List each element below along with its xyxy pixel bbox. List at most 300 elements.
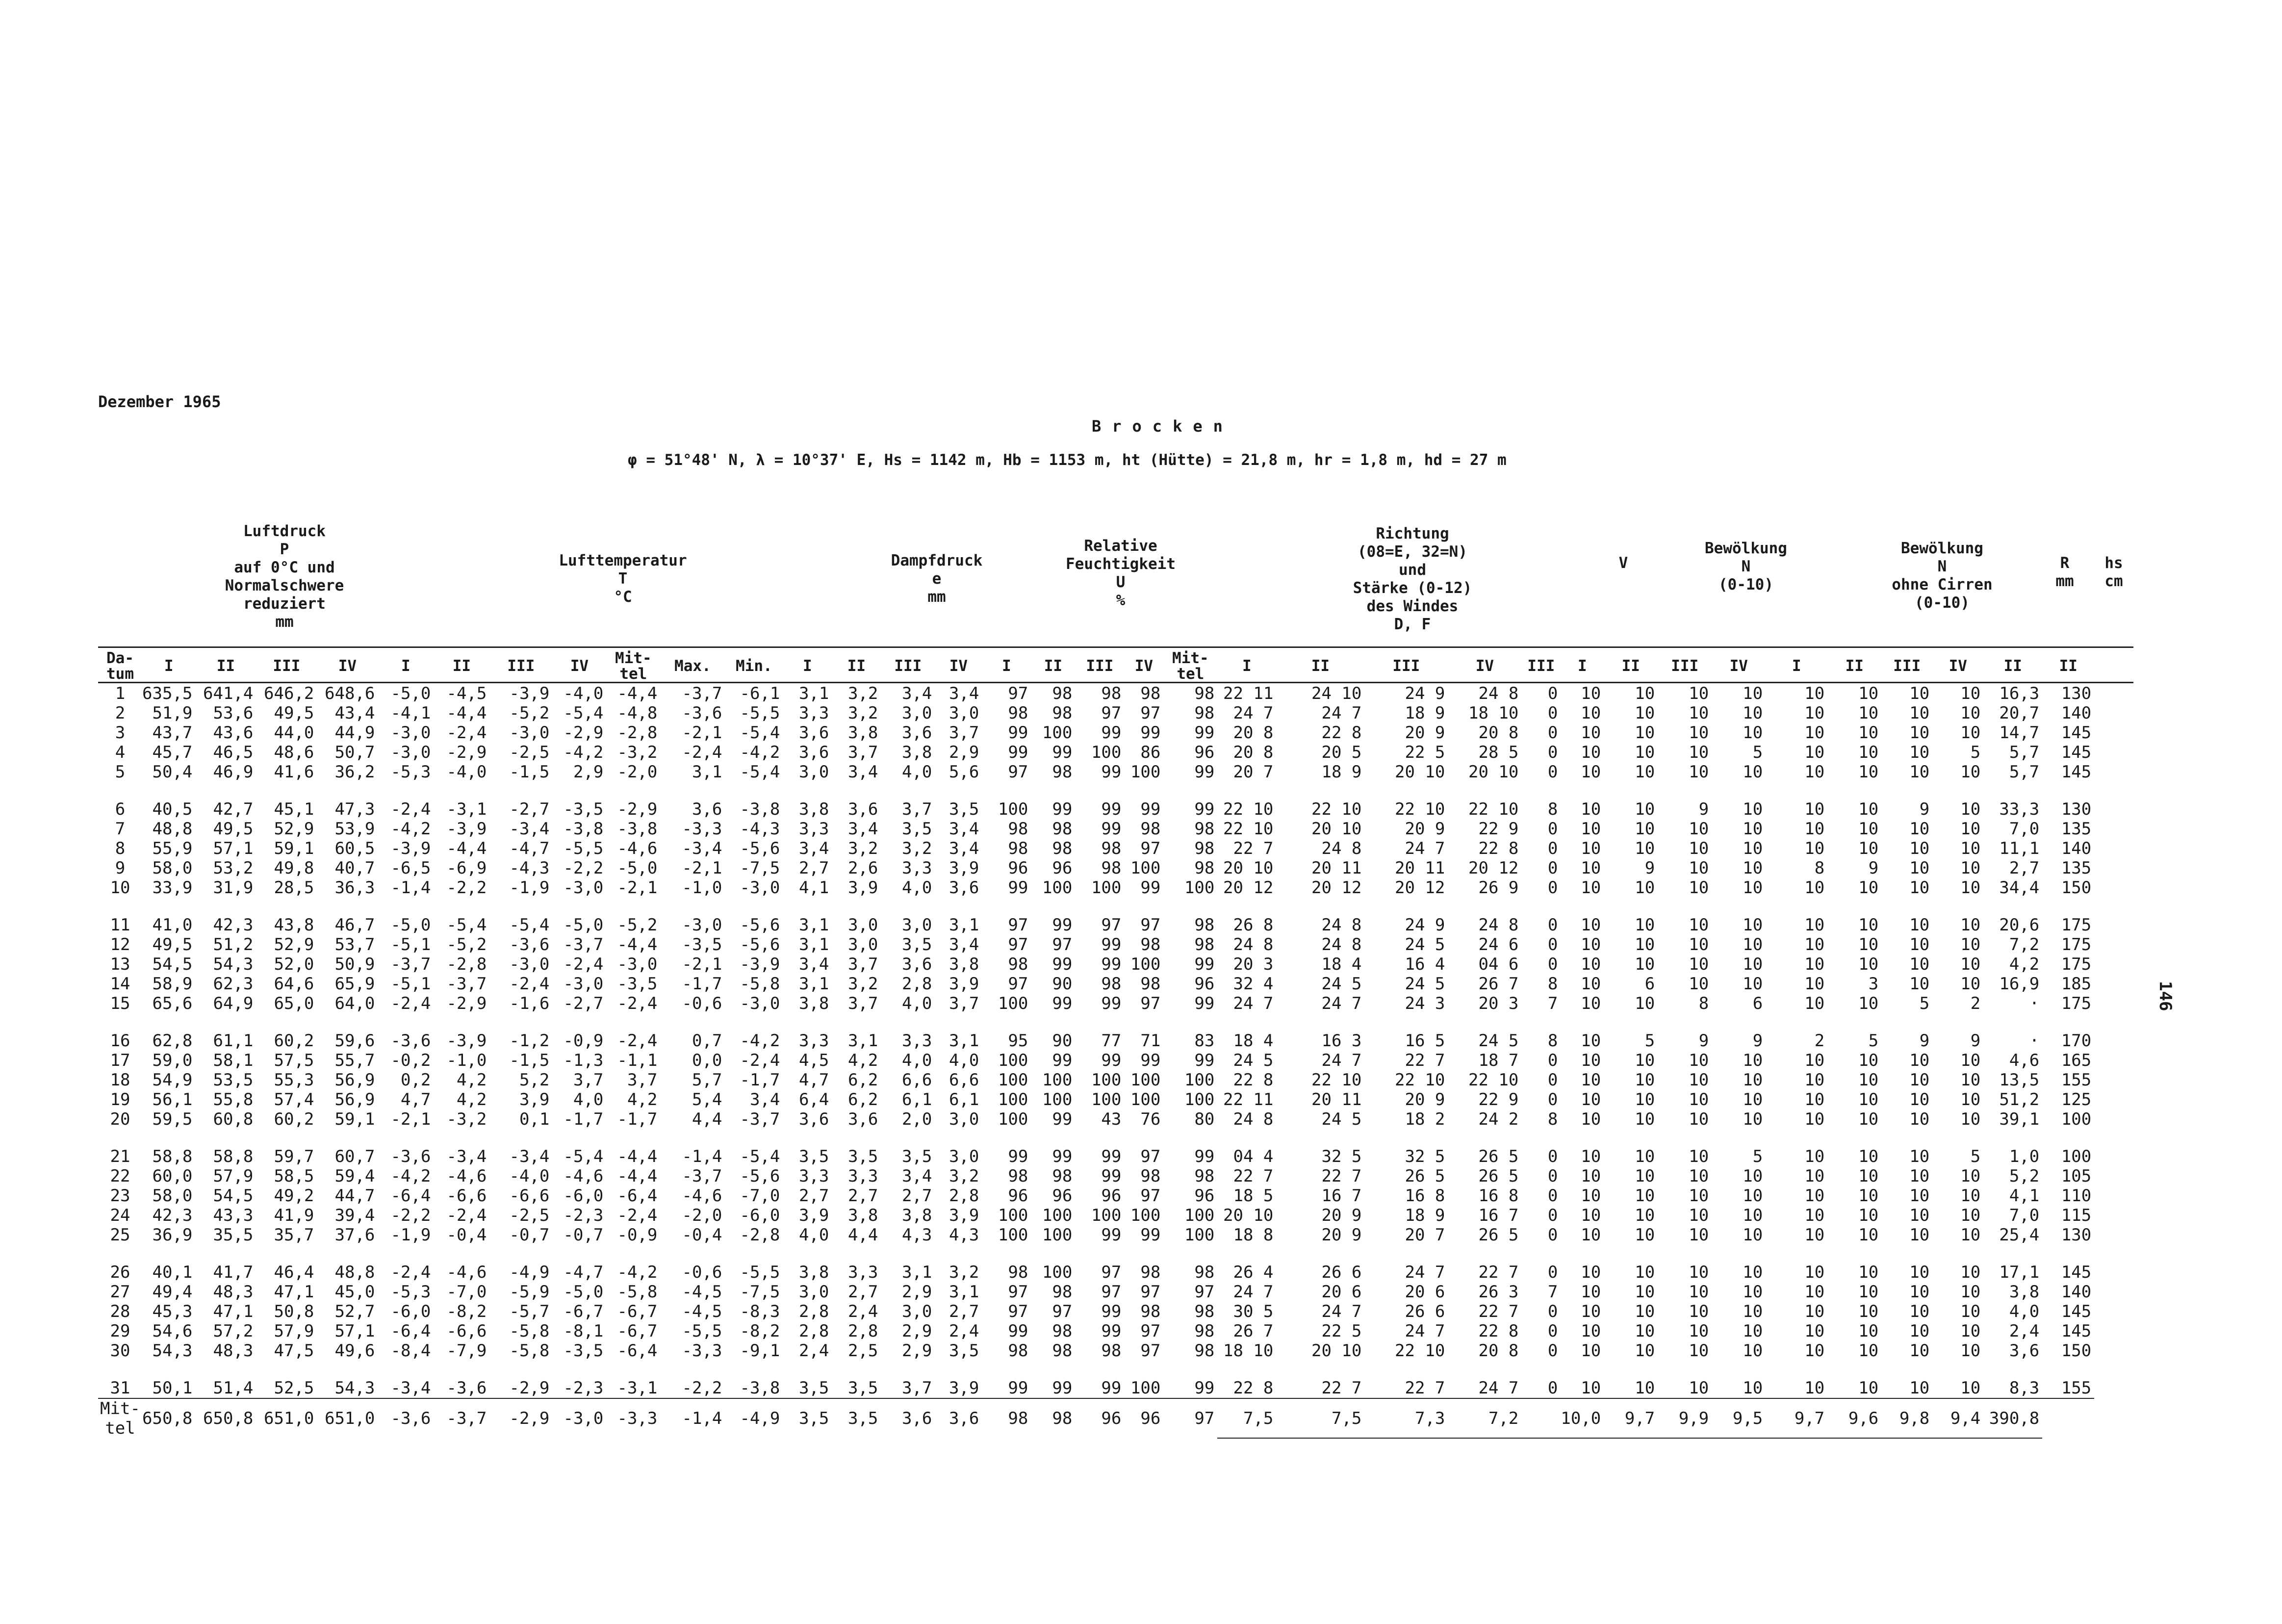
table-cell: 10 xyxy=(1743,762,1763,782)
table-cell: 3,1 xyxy=(847,1031,878,1051)
table-cell: 98 xyxy=(1140,935,1161,954)
table-cell: 23 xyxy=(110,1186,130,1206)
column-header: III xyxy=(507,657,535,675)
table-cell: 8 xyxy=(1698,994,1709,1013)
table-cell: 10 xyxy=(1743,799,1763,819)
table-cell: -2,9 xyxy=(563,723,604,743)
table-cell: 33,3 xyxy=(1999,799,2040,819)
table-cell: 145 xyxy=(2061,743,2092,762)
table-cell: 10 xyxy=(1858,1166,1879,1186)
table-cell: 2,7 xyxy=(798,858,829,878)
table-cell: 24 10 xyxy=(1311,684,1362,703)
table-cell: -4,6 xyxy=(682,1186,722,1206)
table-cell: 59,7 xyxy=(274,1147,314,1166)
table-cell: 13 xyxy=(110,954,130,974)
table-cell: 10 xyxy=(1689,1166,1709,1186)
table-cell: -3,4 xyxy=(446,1147,487,1166)
header-dampfdruck-line: Dampfdruck xyxy=(891,552,983,569)
table-cell: -5,5 xyxy=(563,839,604,858)
table-cell: 6,6 xyxy=(901,1070,932,1090)
table-cell: 3,9 xyxy=(949,1378,979,1398)
table-cell: 58,8 xyxy=(152,1147,193,1166)
table-cell: 22 7 xyxy=(1405,1378,1445,1398)
table-cell: 32 4 xyxy=(1233,974,1274,994)
table-cell: 52,0 xyxy=(274,954,314,974)
table-cell: 10 xyxy=(1909,1302,1930,1321)
column-header: I xyxy=(401,657,410,675)
table-cell: 40,5 xyxy=(152,799,193,819)
table-cell: 4,1 xyxy=(798,878,829,898)
table-cell: 41,7 xyxy=(213,1263,254,1282)
table-cell: 10 xyxy=(1858,1070,1879,1090)
table-cell: 3,1 xyxy=(949,1031,979,1051)
table-cell: -5,6 xyxy=(740,839,780,858)
table-cell: 3,3 xyxy=(901,858,932,878)
table-cell: -5,9 xyxy=(509,1282,550,1302)
table-row xyxy=(98,1147,2094,1166)
table-cell: 10 xyxy=(1909,1206,1930,1225)
column-header: II xyxy=(452,657,471,675)
table-cell: 3,5 xyxy=(832,1398,881,1438)
table-cell: -1,3 xyxy=(563,1051,604,1070)
column-header: III xyxy=(894,657,922,675)
table-cell: 41,0 xyxy=(152,915,193,935)
table-cell: 10 xyxy=(1743,954,1763,974)
table-cell: 24 9 xyxy=(1405,684,1445,703)
table-cell: 10 xyxy=(1689,858,1709,878)
spacer-cell xyxy=(98,1129,2094,1147)
table-cell: -3,8 xyxy=(740,799,780,819)
table-cell: 10 xyxy=(1909,1225,1930,1245)
table-cell: 97 xyxy=(1140,1147,1161,1166)
table-cell: -0,6 xyxy=(682,1263,722,1282)
table-cell: 10 xyxy=(1909,1282,1930,1302)
table-row xyxy=(98,935,2094,954)
table-cell: 0 xyxy=(1547,1302,1558,1321)
table-cell: 3,2 xyxy=(847,839,878,858)
table-cell: 58,0 xyxy=(152,1186,193,1206)
table-cell: 3,5 xyxy=(847,1378,878,1398)
table-cell: 3,7 xyxy=(949,723,979,743)
table-cell: -2,2 xyxy=(390,1206,431,1225)
table-cell: 0 xyxy=(1547,1263,1558,1282)
table-cell: 24 7 xyxy=(1405,1263,1445,1282)
table-cell: 24 8 xyxy=(1321,915,1362,935)
column-header: III xyxy=(273,657,301,675)
column-header: I xyxy=(1002,657,1011,675)
table-cell: 22 10 xyxy=(1395,799,1445,819)
table-cell: -2,0 xyxy=(682,1206,722,1225)
table-cell: 10 xyxy=(1635,935,1655,954)
table-cell: 9 xyxy=(1752,1031,1763,1051)
table-cell: 98 xyxy=(1194,1341,1215,1361)
table-cell: 3 xyxy=(115,723,126,743)
table-cell: 58,0 xyxy=(152,858,193,878)
table-cell: 98 xyxy=(1140,1302,1161,1321)
table-cell: 51,4 xyxy=(213,1378,254,1398)
table-cell: 3,6 xyxy=(949,878,979,898)
row-spacer xyxy=(98,1361,2094,1378)
table-cell: 175 xyxy=(2061,954,2092,974)
header-feuchtigkeit-line: Relative xyxy=(1084,537,1157,555)
table-cell: -5,2 xyxy=(617,915,658,935)
table-cell: -0,2 xyxy=(390,1051,431,1070)
table-cell: -2,9 xyxy=(489,1398,552,1438)
table-cell: -0,7 xyxy=(509,1225,550,1245)
table-cell: 3,1 xyxy=(798,935,829,954)
table-cell: 22 9 xyxy=(1478,819,1519,839)
table-cell: 10 xyxy=(1804,743,1825,762)
table-cell: 5 xyxy=(1644,1031,1655,1051)
table-cell: 100 xyxy=(1091,1090,1122,1109)
table-cell: 10 xyxy=(1960,1263,1981,1282)
table-cell: 3,7 xyxy=(847,743,878,762)
table-cell: 26 8 xyxy=(1233,915,1274,935)
table-cell: 10 xyxy=(1804,1090,1825,1109)
table-cell: -3,7 xyxy=(563,935,604,954)
table-cell: 99 xyxy=(1140,799,1161,819)
table-cell: -3,7 xyxy=(682,684,722,703)
table-cell: 3,8 xyxy=(798,994,829,1013)
table-cell: -7,5 xyxy=(740,858,780,878)
table-cell: 99 xyxy=(1101,935,1122,954)
table-cell: -4,6 xyxy=(617,839,658,858)
table-cell: 57,5 xyxy=(274,1051,314,1070)
table-cell: 54,3 xyxy=(152,1341,193,1361)
table-cell: 3,6 xyxy=(798,723,829,743)
table-cell: 98 xyxy=(1101,858,1122,878)
table-cell: -2,4 xyxy=(563,954,604,974)
table-cell: 9 xyxy=(1919,1031,1930,1051)
header-lufttemperatur-line: T xyxy=(618,570,628,588)
table-cell: 80 xyxy=(1194,1109,1215,1129)
table-cell: 21 xyxy=(110,1147,130,1166)
table-cell: -3,2 xyxy=(446,1109,487,1129)
table-cell: -2,0 xyxy=(617,762,658,782)
table-cell: 145 xyxy=(2061,1321,2092,1341)
table-cell: 98 xyxy=(1140,684,1161,703)
table-cell: 54,9 xyxy=(152,1070,193,1090)
table-cell: 99 xyxy=(1052,915,1073,935)
table-cell: 47,1 xyxy=(274,1282,314,1302)
table-cell: 10 xyxy=(1858,1051,1879,1070)
table-cell: 3,7 xyxy=(847,954,878,974)
row-spacer xyxy=(98,1129,2094,1147)
table-cell: -3,6 xyxy=(390,1031,431,1051)
table-cell: 3,1 xyxy=(798,915,829,935)
table-cell: 100 xyxy=(1042,723,1073,743)
table-cell: 4,0 xyxy=(798,1225,829,1245)
table-cell: 99 xyxy=(1008,1321,1028,1341)
table-cell: -3,6 xyxy=(378,1398,434,1438)
table-row xyxy=(98,819,2094,839)
table-cell: 32 5 xyxy=(1405,1147,1445,1166)
table-cell: 18 5 xyxy=(1233,1186,1274,1206)
table-cell: 9 xyxy=(115,858,126,878)
column-header: II xyxy=(1845,657,1864,675)
table-cell: 57,1 xyxy=(334,1321,375,1341)
table-cell: 22 8 xyxy=(1233,1070,1274,1090)
table-cell: 97 xyxy=(1008,684,1028,703)
table-cell: 5,6 xyxy=(949,762,979,782)
table-cell: -2,4 xyxy=(740,1051,780,1070)
table-cell: 99 xyxy=(1194,994,1215,1013)
table-cell: 10 xyxy=(1804,994,1825,1013)
table-cell: 4,0 xyxy=(901,762,932,782)
table-cell: 55,8 xyxy=(213,1090,254,1109)
table-cell: 24 7 xyxy=(1321,703,1362,723)
table-cell: 3,7 xyxy=(949,994,979,1013)
column-header: IV xyxy=(1475,657,1494,675)
table-cell: 60,7 xyxy=(334,1147,375,1166)
table-cell: 10 xyxy=(1909,723,1930,743)
table-cell: -4,7 xyxy=(563,1263,604,1282)
table-cell: -2,1 xyxy=(682,954,722,974)
table-cell: 10 xyxy=(1804,1282,1825,1302)
table-cell: 100 xyxy=(1130,858,1161,878)
table-cell: 99 xyxy=(1052,743,1073,762)
table-cell: 98 xyxy=(1008,954,1028,974)
table-row xyxy=(98,703,2094,723)
table-cell: 6,1 xyxy=(949,1090,979,1109)
table-cell: 52,9 xyxy=(274,935,314,954)
table-cell: 3,4 xyxy=(901,684,932,703)
table-cell: 0 xyxy=(1547,1090,1558,1109)
table-cell: -1,2 xyxy=(509,1031,550,1051)
table-cell: 10 xyxy=(1960,954,1981,974)
table-cell: 22 7 xyxy=(1478,1302,1519,1321)
table-cell: 97 xyxy=(1140,1341,1161,1361)
table-cell: 99 xyxy=(1101,1321,1122,1341)
table-cell: 4,0 xyxy=(901,1051,932,1070)
table-cell: -4,6 xyxy=(446,1166,487,1186)
table-cell: 0 xyxy=(1547,743,1558,762)
table-cell: 99 xyxy=(1194,762,1215,782)
table-cell: 99 xyxy=(1101,1378,1122,1398)
table-cell: 43,6 xyxy=(213,723,254,743)
table-cell: 185 xyxy=(2061,974,2092,994)
table-cell: 20 5 xyxy=(1321,743,1362,762)
table-cell: 10 xyxy=(1689,723,1709,743)
table-cell: -3,0 xyxy=(563,878,604,898)
table-cell: 10 xyxy=(1689,935,1709,954)
table-cell: -6,4 xyxy=(390,1321,431,1341)
table-cell: 3,7 xyxy=(573,1070,604,1090)
table-cell: 9 xyxy=(1698,1031,1709,1051)
table-cell: 170 xyxy=(2061,1031,2092,1051)
table-cell: -4,7 xyxy=(509,839,550,858)
table-cell: 22 10 xyxy=(1311,1070,1362,1090)
table-cell: 99 xyxy=(1194,1147,1215,1166)
header-bewoelkung-ohne-cirren-line: Bewölkung xyxy=(1901,540,1983,557)
table-cell: 3,6 xyxy=(881,1398,935,1438)
table-cell: 47,5 xyxy=(274,1341,314,1361)
table-cell: 0 xyxy=(1547,878,1558,898)
header-wind-line: (08=E, 32=N) xyxy=(1358,543,1467,561)
table-cell: 98 xyxy=(1101,974,1122,994)
table-cell: 3,0 xyxy=(949,1109,979,1129)
table-cell: -3,5 xyxy=(563,1341,604,1361)
table-cell: 10 xyxy=(1635,839,1655,858)
table-cell: 9,7 xyxy=(1604,1398,1658,1438)
table-cell: 24 xyxy=(110,1206,130,1225)
table-cell: 10 xyxy=(1581,1263,1601,1282)
table-cell: -2,2 xyxy=(446,878,487,898)
table-cell: 10 xyxy=(1960,1321,1981,1341)
table-cell: 98 xyxy=(1052,1282,1073,1302)
table-cell: 71 xyxy=(1140,1031,1161,1051)
table-cell: -6,4 xyxy=(617,1341,658,1361)
table-row xyxy=(98,954,2094,974)
table-cell: 3,5 xyxy=(847,1147,878,1166)
table-cell: -3,9 xyxy=(390,839,431,858)
table-cell: 10 xyxy=(1743,1341,1763,1361)
table-cell: 3,0 xyxy=(949,1147,979,1166)
table-cell: 96 xyxy=(1052,858,1073,878)
table-cell: 10 xyxy=(1581,762,1601,782)
table-cell: 99 xyxy=(1194,954,1215,974)
table-cell: -3,7 xyxy=(390,954,431,974)
table-cell: 10 xyxy=(1804,974,1825,994)
table-cell: 32 5 xyxy=(1321,1147,1362,1166)
table-cell: 2,4 xyxy=(798,1341,829,1361)
table-cell: 48,3 xyxy=(213,1282,254,1302)
table-cell: 4,4 xyxy=(692,1109,722,1129)
table-cell: 100 xyxy=(998,994,1028,1013)
table-cell: 10 xyxy=(1804,1321,1825,1341)
table-cell: 22 8 xyxy=(1478,1321,1519,1341)
table-cell: -0,9 xyxy=(563,1031,604,1051)
table-cell: 3,2 xyxy=(847,974,878,994)
table-cell: -6,9 xyxy=(446,858,487,878)
table-cell: 10 xyxy=(1909,878,1930,898)
table-cell: 3,6 xyxy=(935,1398,982,1438)
header-bewoelkung-line: (0-10) xyxy=(1718,576,1773,593)
table-cell: 45,0 xyxy=(334,1282,375,1302)
table-cell: 37,6 xyxy=(334,1225,375,1245)
table-cell: 10 xyxy=(1909,954,1930,974)
table-cell: 9 xyxy=(1970,1031,1981,1051)
table-cell: 100 xyxy=(1091,1206,1122,1225)
table-cell: 99 xyxy=(1052,1109,1073,1129)
table-cell: 44,0 xyxy=(274,723,314,743)
table-cell: 99 xyxy=(1101,799,1122,819)
table-cell: 10 xyxy=(1909,915,1930,935)
table-cell: 10 xyxy=(1858,762,1879,782)
table-cell: -1,5 xyxy=(509,762,550,782)
table-row xyxy=(98,1378,2094,1398)
table-cell: 41,6 xyxy=(274,762,314,782)
header-lufttemperatur-line: Lufttemperatur xyxy=(559,552,687,569)
table-cell: 10 xyxy=(1909,1090,1930,1109)
table-cell: -3,8 xyxy=(617,819,658,839)
column-header: Mit-tel xyxy=(1172,649,1209,683)
table-cell: -4,5 xyxy=(446,684,487,703)
table-cell: 98 xyxy=(1194,684,1215,703)
table-cell: -3,6 xyxy=(390,1147,431,1166)
table-cell: 97 xyxy=(1008,935,1028,954)
table-cell: 26 6 xyxy=(1321,1263,1362,1282)
table-cell: 10 xyxy=(1804,1051,1825,1070)
table-cell: 100 xyxy=(2061,1109,2092,1129)
table-cell: 3,4 xyxy=(749,1090,780,1109)
table-cell: 13,5 xyxy=(1999,1070,2040,1090)
table-cell: 10 xyxy=(1581,684,1601,703)
table-cell: 28,5 xyxy=(274,878,314,898)
table-cell: 10 xyxy=(1960,703,1981,723)
table-cell: 98 xyxy=(1052,839,1073,858)
table-cell: 10 xyxy=(1804,1341,1825,1361)
column-header: Mit-tel xyxy=(615,649,652,683)
table-cell: 20 12 xyxy=(1223,878,1274,898)
table-cell: 24 5 xyxy=(1405,935,1445,954)
table-cell: -8,1 xyxy=(563,1321,604,1341)
table-cell: 10 xyxy=(1858,684,1879,703)
table-cell: 155 xyxy=(2061,1070,2092,1090)
table-cell: 24 6 xyxy=(1478,935,1519,954)
table-row xyxy=(98,1282,2094,1302)
table-cell: -2,5 xyxy=(509,743,550,762)
table-cell: 98 xyxy=(1194,1263,1215,1282)
table-cell: 5 xyxy=(1970,1147,1981,1166)
header-luftdruck xyxy=(196,522,373,631)
table-cell: 57,9 xyxy=(213,1166,254,1186)
table-cell: 10 xyxy=(1635,1206,1655,1225)
table-cell: 100 xyxy=(1184,1225,1215,1245)
table-cell: 16,9 xyxy=(1999,974,2040,994)
header-wind-line: Stärke (0-12) xyxy=(1353,579,1472,597)
table-cell: 100 xyxy=(998,1090,1028,1109)
table-cell: 3,4 xyxy=(798,954,829,974)
table-cell: 3,1 xyxy=(798,974,829,994)
table-cell: 100 xyxy=(1184,878,1215,898)
table-cell: 10 xyxy=(1581,799,1601,819)
table-cell: -2,4 xyxy=(390,799,431,819)
table-cell: 648,6 xyxy=(325,684,375,703)
table-cell: 22 7 xyxy=(1321,1378,1362,1398)
table-cell: 150 xyxy=(2061,1341,2092,1361)
table-cell: 22 8 xyxy=(1478,839,1519,858)
table-cell: 3,1 xyxy=(692,762,722,782)
table-cell: 10 xyxy=(1635,1051,1655,1070)
table-cell: 135 xyxy=(2061,858,2092,878)
table-cell: 130 xyxy=(2061,799,2092,819)
table-cell: 4,3 xyxy=(949,1225,979,1245)
table-cell: -3,6 xyxy=(682,703,722,723)
table-cell: 10 xyxy=(1743,915,1763,935)
table-cell: 20 10 xyxy=(1223,858,1274,878)
table-cell: -4,6 xyxy=(446,1263,487,1282)
table-cell: 22 10 xyxy=(1468,1070,1519,1090)
table-cell: 16 8 xyxy=(1405,1186,1445,1206)
table-cell: 22 10 xyxy=(1395,1341,1445,1361)
table-cell: 2,9 xyxy=(901,1321,932,1341)
table-cell: -5,4 xyxy=(740,762,780,782)
table-cell: -5,4 xyxy=(740,1147,780,1166)
table-cell: 20 7 xyxy=(1405,1225,1445,1245)
table-cell: 98 xyxy=(1194,819,1215,839)
table-cell: -2,7 xyxy=(563,994,604,1013)
table-cell: 26 4 xyxy=(1233,1263,1274,1282)
table-cell: 3,6 xyxy=(901,723,932,743)
table-cell: 98 xyxy=(1008,819,1028,839)
table-cell: 10 xyxy=(1909,1109,1930,1129)
table-cell: 97 xyxy=(1052,1302,1073,1321)
table-cell: 28 xyxy=(110,1302,130,1321)
table-cell: 10 xyxy=(1960,839,1981,858)
table-cell: 50,9 xyxy=(334,954,375,974)
table-cell: 125 xyxy=(2061,1090,2092,1109)
